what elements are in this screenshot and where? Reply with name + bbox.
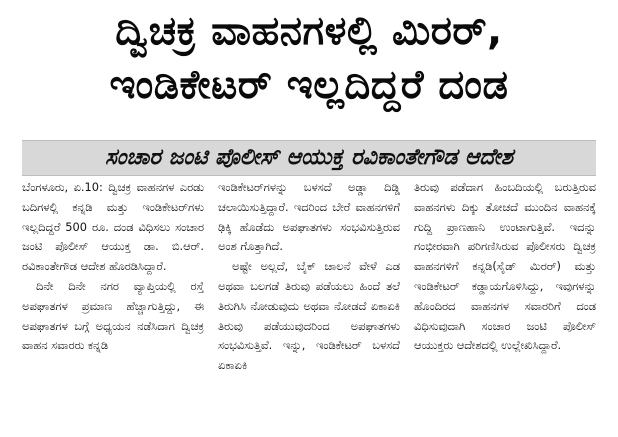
article-column-1	[22, 178, 204, 434]
article-column-2	[218, 178, 400, 434]
article-paragraph: ತಿರುವು ಪಡೆದಾಗ ಹಿಂಬದಿಯಲ್ಲಿ ಬರುತ್ತಿರುವ ವಾಹನಗಳು ದಿಕ್ಕು ತೋಚದೆ ಮುಂದಿನ ವಾಹನಕ್ಕೆ ಗುದ್ದಿ ಪ್ರಾಣಹಾನಿ ಉಂಟಾಗುತ್ತಿವೆ. ಇದನ್ನು ಗಂಭೀರವಾಗಿ ಪರಿಗಣಿಸಿರುವ ಪೊಲೀಸರು ದ್ವಿಚಕ್ರ ವಾಹನಗಳಿಗೆ ಕನ್ನಡಿ(ಸೈಡ್ ಮಿರರ್) ಮತ್ತು ಇಂಡಿಕೇಟರ್ ಕಡ್ಡಾಯಗೊಳಿಸಿದ್ದು, ಇವುಗಳನ್ನು ಹೊಂದಿರದ ವಾಹನಗಳ ಸವಾರರಿಗೆ ದಂಡ ವಿಧಿಸುವುದಾಗಿ ಸಂಚಾರ ಜಂಟಿ ಪೊಲೀಸ್ ಆಯುಕ್ತರು ಆದೇಶದಲ್ಲಿ ಉಲ್ಲೇಖಿಸಿದ್ದಾರೆ.	[414, 180, 596, 353]
article-paragraph: ಬೆಂಗಳೂರು, ಏ.10: ದ್ವಿಚಕ್ರ ವಾಹನಗಳ ಎರಡು ಬದಿಗಳಲ್ಲಿ ಕನ್ನಡಿ ಮತ್ತು ಇಂಡಿಕೇಟರ್‌ಗಳು ಇಲ್ಲದಿದ್ದರೆ 500 ರೂ. ದಂಡ ವಿಧಿಸಲು ಸಂಚಾರ ಜಂಟಿ ಪೊಲೀಸ್ ಆಯುಕ್ತ ಡಾ. ಬಿ.ಆರ್. ರವಿಕಾಂತೇಗೌಡ ಆದೇಶ ಹೊರಡಿಸಿದ್ದಾರೆ.	[22, 180, 204, 274]
article-body	[22, 178, 596, 434]
article-paragraph: ಅಷ್ಟೇ ಅಲ್ಲದೆ, ಬೈಕ್ ಚಾಲನೆ ವೇಳೆ ಎಡ ಅಥವಾ ಬಲಗಡೆ ತಿರುವು ಪಡೆಯಲು ಹಿಂದೆ ತಲೆ ತಿರುಗಿಸಿ ನೋಡುವುದು ಅಥವಾ ನೋಡದೆ ಏಕಾಏಕಿ ತಿರುವು ಪಡೆಯುವುದರಿಂದ ಅಪಘಾತಗಳು ಸಂಭವಿಸುತ್ತಿವೆ. ಇನ್ನು, ಇಂಡಿಕೇಟರ್ ಬಳಸದೆ ಏಕಾಏಕಿ	[218, 259, 400, 373]
subheadline-banner	[22, 140, 596, 176]
headline-line-1: ದ್ವಿಚಕ್ರ ವಾಹನಗಳಲ್ಲಿ ಮಿರರ್,	[115, 8, 503, 54]
headline-line-2: ಇಂಡಿಕೇಟರ್ ಇಲ್ಲದಿದ್ದರೆ ದಂಡ	[109, 62, 509, 108]
article-paragraph: ದಿನೇ ದಿನೇ ನಗರ ವ್ಯಾಪ್ತಿಯಲ್ಲಿ ರಸ್ತೆ ಅಪಘಾತಗಳ ಪ್ರಮಾಣ ಹೆಚ್ಚಾಗುತ್ತಿದ್ದು, ಈ ಅಪಘಾತಗಳ ಬಗ್ಗೆ ಅಧ್ಯಯನ ನಡೆಸಿದಾಗ ದ್ವಿಚಕ್ರ ವಾಹನ ಸವಾರರು ಕನ್ನಡಿ	[22, 278, 204, 353]
headline	[0, 4, 618, 112]
article-column-3	[414, 178, 596, 434]
subheadline: ಸಂಚಾರ ಜಂಟಿ ಪೊಲೀಸ್ ಆಯುಕ್ತ ರವಿಕಾಂತೇಗೌಡ ಆದೇಶ	[105, 145, 513, 170]
article-paragraph: ಇಂಡಿಕೇಟರ್‌ಗಳನ್ನು ಬಳಸದೆ ಅಡ್ಡಾ ದಿಡ್ಡಿ ಚಲಾಯಿಸುತ್ತಿದ್ದಾರೆ. ಇದರಿಂದ ಬೇರೆ ವಾಹನಗಳಿಗೆ ಢಿಕ್ಕಿ ಹೊಡೆದು ಅಪಘಾತಗಳು ಸಂಭವಿಸುತ್ತಿರುವ ಅಂಶ ಗೊತ್ತಾಗಿದೆ.	[218, 180, 400, 254]
